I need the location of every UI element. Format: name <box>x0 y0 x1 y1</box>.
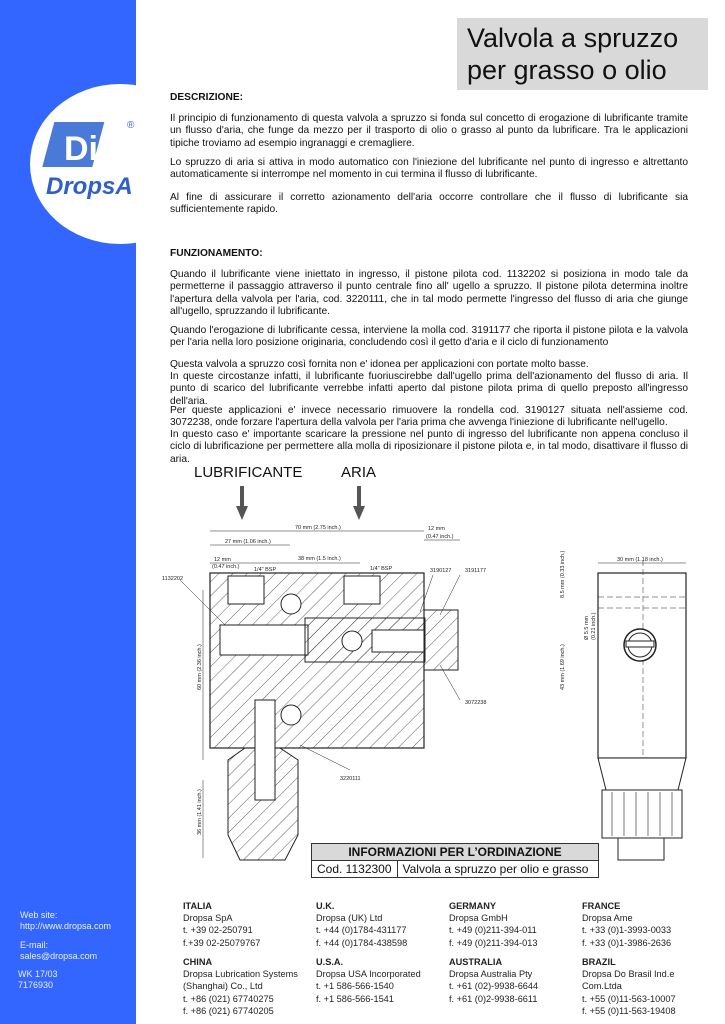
dim-27mm: 27 mm (1.06 inch.) <box>225 539 271 545</box>
funzionamento-paragraph: Questa valvola a spruzzo così fornita non e' idonea per applicazioni con portate molto basse. <box>170 359 589 370</box>
descrizione-heading: DESCRIZIONE: <box>170 92 244 103</box>
order-heading: INFORMAZIONI PER L’ORDINAZIONE <box>312 844 598 861</box>
technical-drawing <box>160 480 700 870</box>
svg-text:Di: Di <box>64 130 98 168</box>
side-view-body <box>598 573 686 758</box>
dim-5-5mm-inch: (0.21 inch.) <box>591 612 597 640</box>
contact-australia: AUSTRALIA Dropsa Australia Pty t. +61 (02)-9938-6644 f. +61 (0)2-9938-6611 <box>449 957 539 1004</box>
page-title <box>457 18 708 90</box>
contact-china: CHINA Dropsa Lubrication Systems (Shanghai) Co., Ltd t. +86 (021) 67740275 f. +86 (021) 67740205 <box>183 957 298 1016</box>
website-label: Web site: <box>20 910 58 920</box>
arrow-aria-icon <box>353 486 365 520</box>
funzionamento-paragraph: Per queste applicazioni e' invece necessario rimuovere la rondella cod. 3190127 situata nell'assieme cod. 3072238, onde forzare l'apertura della valvola per l'aria prima che avvenga l'iniezione di lubrificante nell'ugello. <box>170 405 688 429</box>
part-code: 3191177 <box>465 568 487 574</box>
funzionamento-paragraph: Quando l'erogazione di lubrificante cessa, interviene la molla cod. 3191177 che riporta il pistone pilota e la valvola per l'aria nella loro posizione originaria, concludendo così il getto d'aria e il ciclo di funzionamento <box>170 325 688 349</box>
title-line-1: Valvola a spruzzo <box>467 23 679 53</box>
dim-36mm: 36 mm (1.41 inch.) <box>197 789 203 835</box>
label-aria: ARIA <box>341 464 377 481</box>
contact-germany: GERMANY Dropsa GmbH t. +49 (0)211-394-011 f. +49 (0)211-394-013 <box>449 901 538 948</box>
descrizione-paragraph: Al fine di assicurare il corretto azionamento dell'aria occorre controllare che il flusso di lubrificante sia sufficientemente rapido. <box>170 192 688 216</box>
contact-brazil: BRAZIL Dropsa Do Brasil Ind.e Com.Ltda t. +55 (0)11-563-10007 f. +55 (0)11-563-19408 <box>582 957 676 1016</box>
funzionamento-heading: FUNZIONAMENTO: <box>170 248 263 259</box>
dim-12mm: 12 mm <box>214 557 231 563</box>
dim-30mm: 30 mm (1.18 inch.) <box>617 557 663 563</box>
dim-12mm-inch: (0.47 inch.) <box>212 564 240 570</box>
contact-uk: U.K. Dropsa (UK) Ltd t. +44 (0)1784-431177 f. +44 (0)1784-438598 <box>316 901 408 948</box>
contact-france: FRANCE Dropsa Ame t. +33 (0)1-3993-0033 f. +33 (0)1-3986-2636 <box>582 901 672 948</box>
part-code: 1132202 <box>162 576 184 582</box>
part-code: 3190127 <box>430 568 452 574</box>
contact-usa: U.S.A. Dropsa USA Incorporated t. +1 586-566-1540 f. +1 586-566-1541 <box>316 957 421 1004</box>
part-code: 3072238 <box>465 700 487 706</box>
descrizione-paragraph: Lo spruzzo di aria si attiva in modo automatico con l'iniezione del lubrificante nel punto di ingresso e altrettanto automaticamente si interrompe nel momento in cui termina il flusso di lubrificante. <box>170 157 688 181</box>
dim-12mm-inch: (0.47 inch.) <box>426 534 454 540</box>
dim-12mm: 12 mm <box>428 526 445 532</box>
doc-code: 7176930 <box>18 980 54 990</box>
funzionamento-paragraph: In queste circostanze infatti, il lubrificante fuoriuscirebbe dall'ugello prima dell'azionamento del flusso di aria. Il punto di scarico del lubrificante verrebbe infatti aperto dal pistone pilota prima di quello preposto all'ingresso dell'aria. <box>170 371 688 407</box>
website-link[interactable]: http://www.dropsa.com <box>20 921 112 931</box>
svg-text:®: ® <box>127 120 135 131</box>
thread-bsp: 1/4" BSP <box>254 567 277 573</box>
thread-bsp: 1/4" BSP <box>370 566 393 572</box>
funzionamento-paragraph: In questo caso e' importante scaricare la pressione nel punto di ingresso del lubrificante non appena concluso il ciclo di lubrificazione per permettere alla molla di riposizionare il pistone pilota e, in tal modo, disattivare il flusso di aria. <box>170 429 688 465</box>
dim-60mm: 60 mm (2.36 inch.) <box>197 644 203 690</box>
dim-38mm: 38 mm (1.5 inch.) <box>298 556 341 562</box>
dropsa-logo <box>42 112 162 212</box>
label-lubrificante: LUBRIFICANTE <box>194 464 303 481</box>
descrizione-paragraph: Il principio di funzionamento di questa valvola a spruzzo si fonda sul concetto di erogazione di lubrificante tramite un flusso d'aria, che funge da mezzo per il trasporto di olio o grasso al punto da lubrificare. Tra le applicazioni tipiche troviamo ad esempio ingranaggi e cremagliere. <box>170 113 688 149</box>
contact-italia: ITALIA Dropsa SpA t. +39 02-250791 f.+39 02-25079767 <box>183 901 261 948</box>
order-info-table <box>311 843 599 878</box>
doc-ref: WK 17/03 <box>18 969 58 979</box>
email-link[interactable]: sales@dropsa.com <box>20 951 98 961</box>
funzionamento-paragraph: Quando il lubrificante viene iniettato in ingresso, il pistone pilota cod. 1132202 si posiziona in modo tale da permetterne il passaggio attraverso il punto centrale fino all' ugello a spruzzo. Il pistone pilota determina inoltre l'apertura della valvola per l'aria, cod. 3220111, che in tal modo permette l'ingresso del flusso di aria che giunge all'ugello, spruzzando il lubrificante. <box>170 269 688 317</box>
dim-8-5mm: 8.5 mm (0.33 inch.) <box>560 550 566 598</box>
order-code: Cod. 1132300 <box>312 861 398 877</box>
dim-5-5mm: Ø 5.5 mm <box>584 615 590 640</box>
dim-70mm: 70 mm (2.75 inch.) <box>295 525 341 531</box>
email-label: E-mail: <box>20 940 49 950</box>
part-code: 3220111 <box>340 776 361 782</box>
order-description: Valvola a spruzzo per olio e grasso <box>402 862 589 876</box>
arrow-lubrificante-icon <box>236 486 248 520</box>
svg-text:DropsA: DropsA <box>46 173 133 200</box>
dim-43mm: 43 mm (1.69 inch.) <box>560 644 566 690</box>
title-line-2: per grasso o olio <box>467 55 667 85</box>
